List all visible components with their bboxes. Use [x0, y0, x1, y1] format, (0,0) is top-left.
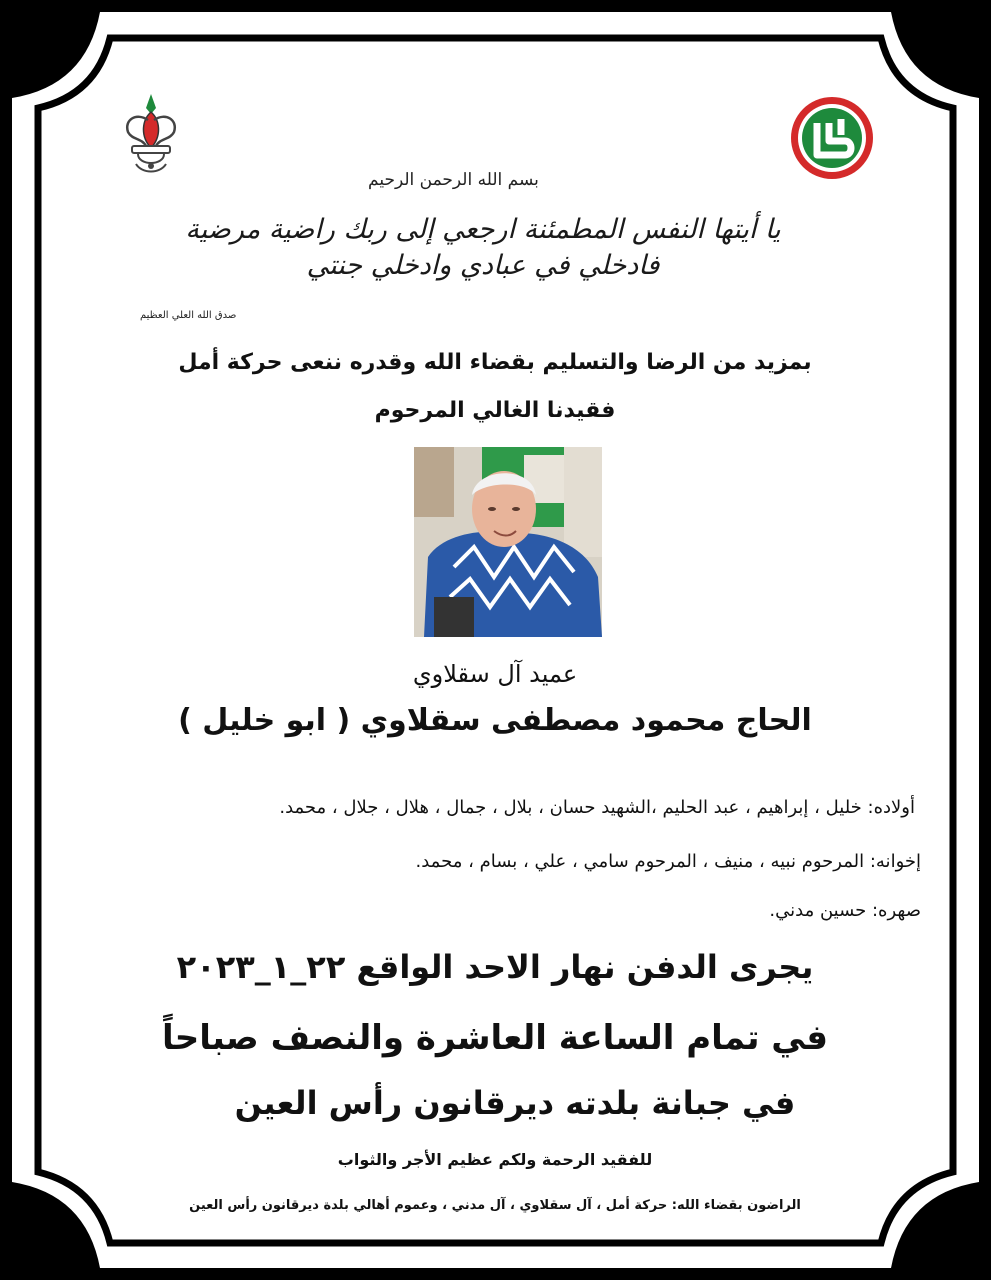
deceased-name: الحاج محمود مصطفى سقلاوي ( ابو خليل ): [178, 703, 812, 738]
family-brothers: إخوانه: المرحوم نبيه ، منيف ، المرحوم سامي ، علي ، بسام ، محمد.: [415, 851, 921, 872]
funeral-line-3: في جبانة بلدته ديرقانون رأس العين: [234, 1084, 796, 1122]
funeral-line-2: في تمام الساعة العاشرة والنصف صباحاً: [162, 1018, 828, 1058]
amal-movement-logo-icon: [789, 95, 875, 181]
mourners-line: الراضون بقضاء الله: حركة أمل ، آل سقلاوي ، آل مدني ، وعموم أهالي بلدة ديرقانون رأس العين: [189, 1198, 801, 1213]
quran-verse: [172, 212, 794, 307]
intro-line-1: بمزيد من الرضا والتسليم بقضاء الله وقدره ننعى حركة أمل: [178, 350, 812, 375]
scouts-fleur-de-lis-icon: [118, 90, 184, 180]
family-sons: أولاده: خليل ، إبراهيم ، عبد الحليم ،الشهيد حسان ، بلال ، جمال ، هلال ، جلال ، محمد.: [279, 797, 915, 818]
basmala: بسم الله الرحمن الرحيم: [368, 170, 539, 190]
portrait-illustration: [414, 447, 602, 637]
deceased-title: عميد آل سقلاوي: [412, 660, 578, 688]
deceased-photo: [414, 447, 602, 637]
condolence-line: للفقيد الرحمة ولكم عظيم الأجر والثواب: [337, 1150, 653, 1169]
verse-closing: صدق الله العلي العظيم: [140, 310, 237, 321]
quran-verse-text: يا أيتها النفس المطمئنة ارجعي إلى ربك راضية مرضية فادخلي في عبادي وادخلي جنتي: [185, 214, 781, 281]
intro-line-2: فقيدنا الغالي المرحوم: [374, 398, 616, 423]
family-son-in-law: صهره: حسين مدني.: [769, 900, 921, 921]
funeral-line-1: يجرى الدفن نهار الاحد الواقع ٢٢_١_٢٠٢٣: [176, 948, 814, 986]
